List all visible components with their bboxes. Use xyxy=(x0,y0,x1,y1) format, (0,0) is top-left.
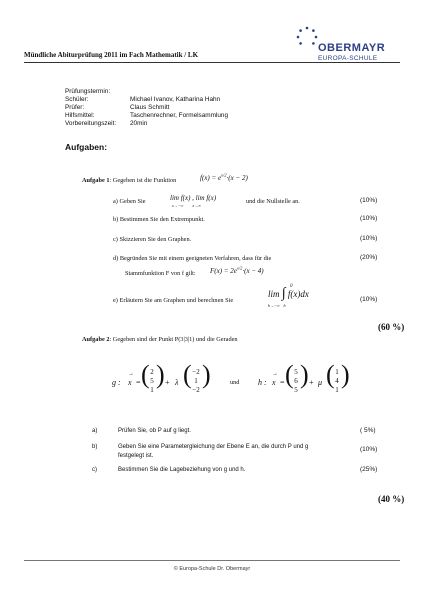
a1-c-pct: (10%) xyxy=(360,235,378,242)
h-d2: 1 xyxy=(335,386,339,394)
g-equals: = xyxy=(136,378,141,387)
a1-item-e xyxy=(113,297,233,304)
a1-a-pct: (10%) xyxy=(360,197,378,204)
aufgabe2-intro-text: : Gegeben sind der Punkt P(3|3|1) und die Geraden xyxy=(109,336,238,343)
g-lambda: λ xyxy=(175,378,179,387)
vorbereitung-value: 20min xyxy=(130,120,148,127)
aufgabe1-label: Aufgabe 1 xyxy=(82,177,110,184)
function-image: $f(x) = e^{x/2}\cdot(x - 2)$ xyxy=(200,173,248,183)
integral-image: lim ∫ f(x)dx xyxy=(268,286,309,301)
a1-c-letter: c) xyxy=(113,236,118,243)
h-x-symbol: x xyxy=(272,378,276,387)
g-support-rparen: ) xyxy=(156,360,165,389)
g-d2: −2 xyxy=(192,386,200,394)
g-s2: 1 xyxy=(150,386,154,394)
a2-a-letter: a) xyxy=(92,428,98,434)
hilfsmittel-label: Hilfsmittel: xyxy=(65,112,95,119)
a1-a-text-post: und die Nullstelle an. xyxy=(246,198,300,205)
h-x-vector xyxy=(272,371,278,387)
school-logo xyxy=(296,24,406,70)
h-d1: 4 xyxy=(335,377,339,385)
a1-a-letter: a) xyxy=(113,198,118,205)
logo-line2: EUROPA-SCHULE xyxy=(318,55,378,62)
a1-d-letter: d) xyxy=(113,255,119,262)
footer-copyright: © Europa-Schule Dr. Obermayr xyxy=(173,566,251,572)
aufgabe2-label: Aufgabe 2 xyxy=(82,336,110,343)
a1-d-pct: (20%) xyxy=(360,254,378,261)
h-plus: + xyxy=(309,378,314,387)
a2-b-pct: (10%) xyxy=(360,446,378,453)
a2-a-pct: ( 5%) xyxy=(360,427,376,434)
a2-a-text: Prüfen Sie, ob P auf g liegt. xyxy=(118,428,191,434)
h-s0: 5 xyxy=(294,368,298,376)
vector-arrow-icon: → xyxy=(272,371,278,377)
footer-divider xyxy=(24,560,400,561)
a1-e-pct: (10%) xyxy=(360,296,378,303)
a2-c-letter: c) xyxy=(92,467,97,473)
vorbereitung-label: Vorbereitungszeit: xyxy=(65,120,117,127)
g-d1: 1 xyxy=(194,377,198,385)
h-label: h : xyxy=(258,378,267,387)
schueler-label: Schüler: xyxy=(65,96,89,103)
a2-b-text: Geben Sie eine Parametergleichung der Ebene E an, die durch P und g xyxy=(118,444,309,450)
star-ring-icon xyxy=(296,26,318,48)
integral-upper: 0 xyxy=(290,284,293,289)
a1-e-text: Erläutern Sie am Graphen und berechnen Sie xyxy=(119,297,234,304)
g-plus: + xyxy=(165,378,170,387)
h-support-lparen: ( xyxy=(285,360,294,389)
a2-c-pct: (25%) xyxy=(360,466,378,473)
aufgaben-heading: Aufgaben: xyxy=(65,142,108,152)
a1-item-d xyxy=(113,255,271,262)
aufgabe1-function xyxy=(200,173,248,182)
g-dir-lparen: ( xyxy=(183,360,192,389)
vector-arrow-icon: → xyxy=(128,371,134,377)
a1-item-c xyxy=(113,236,191,243)
a1-b-text: Bestimmen Sie den Extrempunkt. xyxy=(119,216,205,223)
aufgabe2-total: (40 %) xyxy=(378,494,405,504)
a1-d-text: Begründen Sie mit einem geeigneten Verfahren, dass für die xyxy=(119,255,272,262)
a1-item-a xyxy=(113,198,146,205)
integral-sub: b→−∞ b xyxy=(268,303,286,308)
hilfsmittel-value: Taschenrechner, Formelsammlung xyxy=(130,112,229,119)
antiderivative-image: $F(x) = 2e^{x/2}\cdot(x - 4)$ xyxy=(210,266,264,276)
pruefer-value: Claus Schmitt xyxy=(130,104,170,111)
h-s2: 5 xyxy=(294,386,298,394)
g-support-lparen: ( xyxy=(141,360,150,389)
pruefer-label: Prüfer: xyxy=(65,104,85,111)
g-s1: 5 xyxy=(150,377,154,385)
logo-line1: OBERMAYR xyxy=(318,42,386,54)
lim-subscripts: x→−∞ x→∞ xyxy=(172,203,201,208)
a1-d-formula xyxy=(210,266,264,275)
header-divider xyxy=(24,62,400,63)
a1-item-b xyxy=(113,216,205,223)
a1-d-text2: Stammfunktion F von f gilt: xyxy=(125,270,196,277)
aufgabe1-intro-text: : Gegeben ist die Funktion xyxy=(109,177,177,184)
h-support-rparen: ) xyxy=(300,360,309,389)
h-mu: μ xyxy=(318,378,323,387)
a2-b-letter: b) xyxy=(92,444,98,450)
h-equals: = xyxy=(280,378,285,387)
und-word: und xyxy=(230,379,240,386)
a1-c-text: Skizzieren Sie den Graphen. xyxy=(119,236,192,243)
a2-b-text2: festgelegt ist. xyxy=(118,453,154,459)
a1-e-formula xyxy=(268,284,309,308)
g-s0: 2 xyxy=(150,368,154,376)
g-dir-rparen: ) xyxy=(202,360,211,389)
a1-e-letter: e) xyxy=(113,297,118,304)
g-x-vector xyxy=(128,371,134,387)
g-label: g : xyxy=(112,378,121,387)
termin-label: Prüfungstermin: xyxy=(65,88,111,95)
limits-image: lim f(x) , lim f(x) xyxy=(170,194,217,202)
g-d0: −2 xyxy=(192,368,200,376)
h-dir-lparen: ( xyxy=(326,360,335,389)
a2-c-text: Bestimmen Sie die Lagebeziehung von g und h. xyxy=(118,467,246,473)
h-d0: 1 xyxy=(335,368,339,376)
aufgabe1-total: (60 %) xyxy=(378,322,405,332)
a1-b-pct: (10%) xyxy=(360,215,378,222)
g-x-symbol: x xyxy=(128,378,132,387)
h-dir-rparen: ) xyxy=(341,360,350,389)
g-direction-vector xyxy=(189,368,203,395)
h-s1: 6 xyxy=(294,377,298,385)
aufgabe1-intro xyxy=(82,177,176,184)
page-title: Mündliche Abiturprüfung 2011 im Fach Mathematik / LK xyxy=(24,51,199,59)
schueler-value: Michael Ivanov, Katharina Hahn xyxy=(130,96,221,103)
a1-b-letter: b) xyxy=(113,216,119,223)
a1-a-text-pre: Geben Sie xyxy=(119,198,146,205)
aufgabe2-intro xyxy=(82,336,238,343)
a1-a-limits xyxy=(170,194,217,208)
